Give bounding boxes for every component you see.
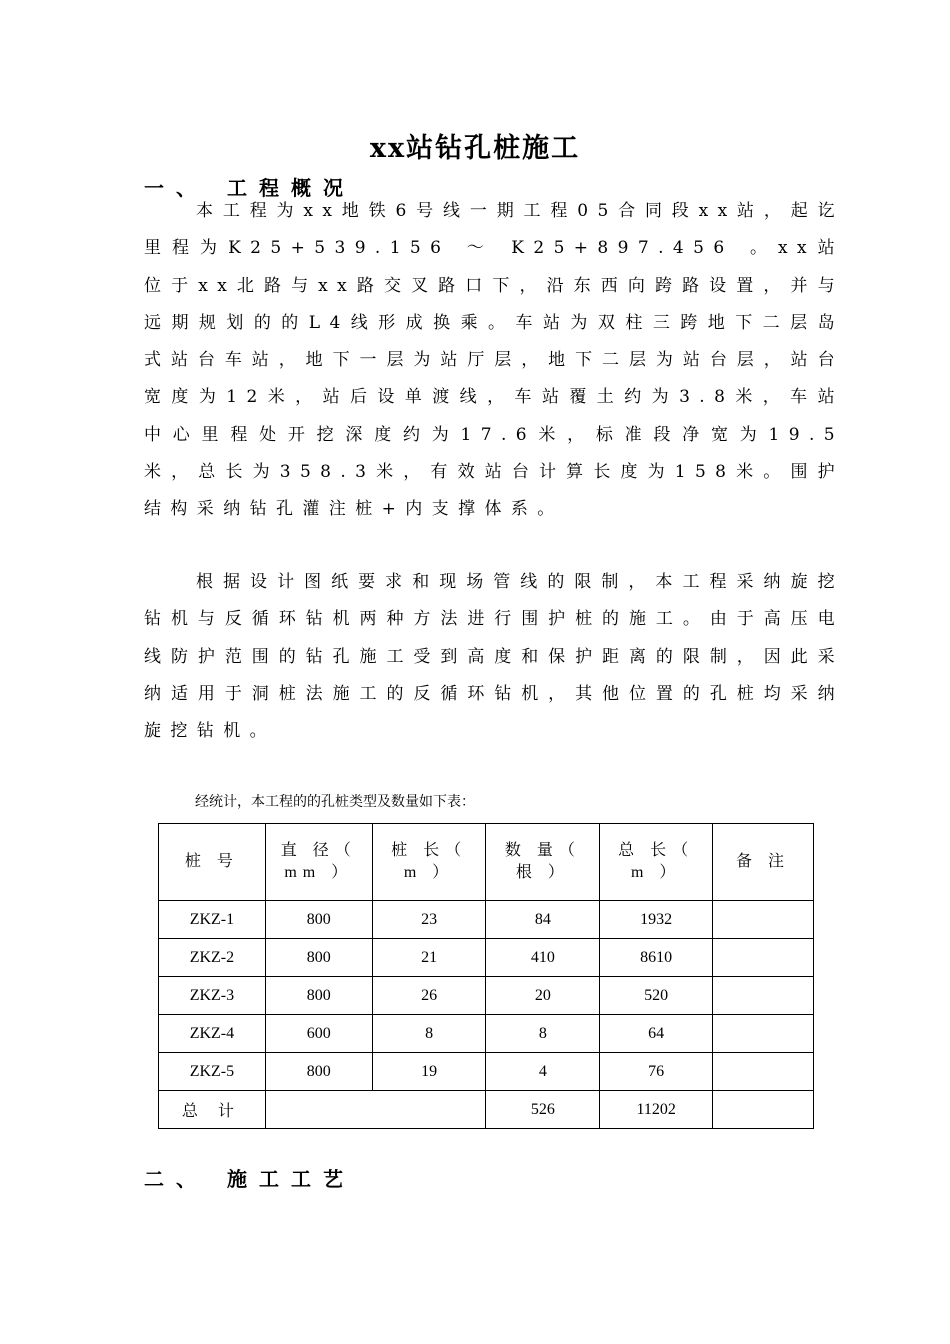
cell-remarks <box>713 939 814 977</box>
table-total-row <box>159 1091 814 1129</box>
cell-pile-number: ZKZ-1 <box>159 901 266 939</box>
header-remarks: 备 注 <box>713 824 814 901</box>
cell-quantity: 410 <box>486 939 600 977</box>
cell-diameter: 800 <box>265 977 372 1015</box>
cell-total-length: 64 <box>600 1015 713 1053</box>
cell-remarks <box>713 1015 814 1053</box>
table-row <box>159 977 814 1015</box>
paragraph-project-overview: 本工程为xx地铁6号线一期工程05合同段xx站，起讫里程为K25+539.156 ～ K25+897.456 。xx站位于xx北路与xx路交叉路口下，沿东西向跨路设置，并与远期规划的的L4线形成换乘。车站为双柱三跨地下二层岛式站台车站，地下一层为站厅层，地下二层为站台层，站台宽度为12米，站后设单渡线，车站覆土约为3.8米，车站中心里程处开挖深度约为17.6米，标准段净宽为19.5米，总长为358.3米，有效站台计算长度为158米。围护结构采纳钻孔灌注桩+内支撑体系。 <box>144 201 844 520</box>
cell-quantity: 8 <box>486 1015 600 1053</box>
cell-quantity: 4 <box>486 1053 600 1091</box>
table-row <box>159 1015 814 1053</box>
cell-pile-number: ZKZ-3 <box>159 977 266 1015</box>
cell-total-remarks <box>713 1091 814 1129</box>
cell-remarks <box>713 977 814 1015</box>
cell-remarks <box>713 1053 814 1091</box>
cell-remarks <box>713 901 814 939</box>
cell-diameter: 800 <box>265 901 372 939</box>
section-heading-process: 二、 施工工艺 <box>144 1167 355 1191</box>
cell-pile-length: 26 <box>372 977 486 1015</box>
cell-pile-length: 23 <box>372 901 486 939</box>
cell-total-count: 526 <box>486 1091 600 1129</box>
pile-statistics-table <box>158 823 814 1129</box>
cell-pile-number: ZKZ-4 <box>159 1015 266 1053</box>
table-header-row <box>159 824 814 901</box>
section-heading-overview: 一、 工程概况 <box>144 176 355 200</box>
cell-quantity: 84 <box>486 901 600 939</box>
cell-total-length: 8610 <box>600 939 713 977</box>
cell-diameter: 600 <box>265 1015 372 1053</box>
header-diameter: 直 径（ mm ） <box>265 824 372 901</box>
cell-pile-length: 19 <box>372 1053 486 1091</box>
cell-total-length: 1932 <box>600 901 713 939</box>
cell-total-label: 总 计 <box>159 1091 266 1129</box>
header-total-length: 总 长（ m ） <box>600 824 713 901</box>
cell-quantity: 20 <box>486 977 600 1015</box>
cell-pile-length: 8 <box>372 1015 486 1053</box>
cell-diameter: 800 <box>265 1053 372 1091</box>
cell-pile-number: ZKZ-5 <box>159 1053 266 1091</box>
cell-diameter: 800 <box>265 939 372 977</box>
cell-total-length-sum: 11202 <box>600 1091 713 1129</box>
cell-total-length: 76 <box>600 1053 713 1091</box>
header-pile-length: 桩 长（ m ） <box>372 824 486 901</box>
cell-pile-length: 21 <box>372 939 486 977</box>
header-pile-number: 桩 号 <box>159 824 266 901</box>
paragraph-construction-method: 根据设计图纸要求和现场管线的限制，本工程采纳旋挖钻机与反循环钻机两种方法进行围护桩的施工。由于高压电线防护范围的钻孔施工受到高度和保护距离的限制，因此采纳适用于洞桩法施工的反循环钻机，其他位置的孔桩均采纳旋挖钻机。 <box>144 572 844 742</box>
cell-total-empty <box>265 1091 486 1129</box>
cell-pile-number: ZKZ-2 <box>159 939 266 977</box>
table-row <box>159 901 814 939</box>
table-caption: 经统计，本工程的的孔桩类型及数量如下表： <box>195 794 475 810</box>
document-title: xx站钻孔桩施工 <box>369 133 581 164</box>
header-quantity: 数 量（ 根 ） <box>486 824 600 901</box>
table-row <box>159 939 814 977</box>
table-row <box>159 1053 814 1091</box>
cell-total-length: 520 <box>600 977 713 1015</box>
